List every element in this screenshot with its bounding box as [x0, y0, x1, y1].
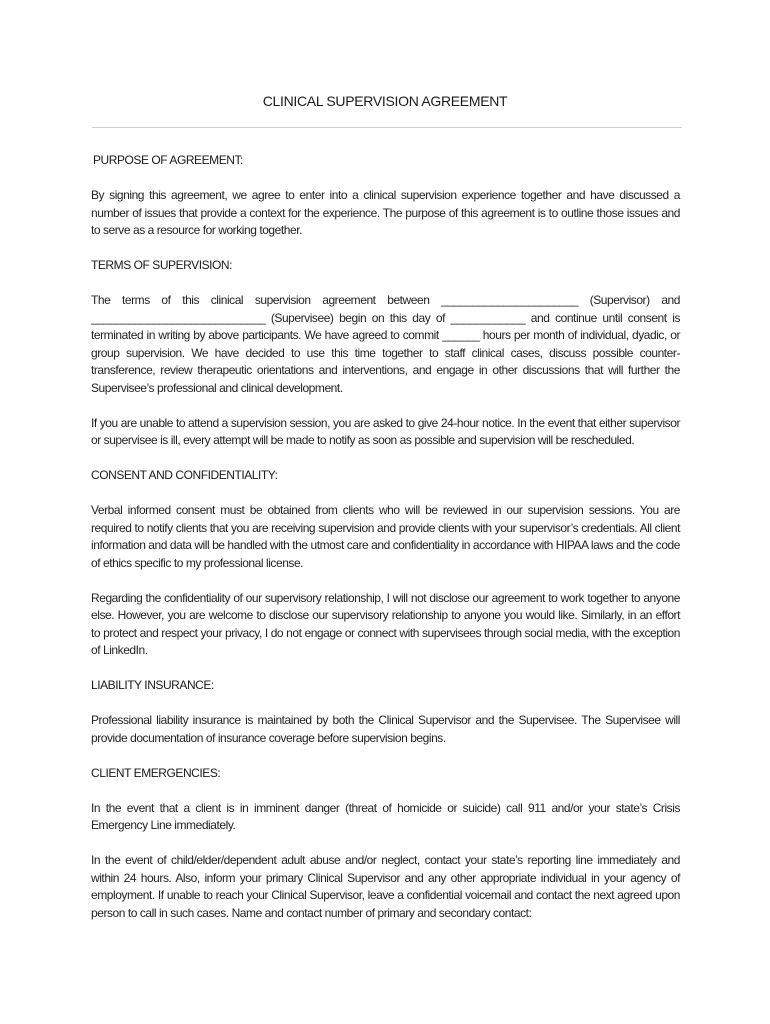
section-heading-consent: CONSENT AND CONFIDENTIALITY: — [91, 468, 278, 482]
section-heading-liability: LIABILITY INSURANCE: — [91, 678, 214, 692]
section-heading-terms: TERMS OF SUPERVISION: — [91, 258, 233, 272]
paragraph-abuse-reporting: In the event of child/elder/dependent adult abuse and/or neglect, contact your state’s reporting line immediately and within 24 hours. Also, inform your primary Clinical Supervisor and any other appropriate individual in your agency of employment. If unable to reach your Clinical Supervisor, leave a confidential voicemail and contact the next agreed upon person to call in such cases. Name and contact number of primary and secondary contact: — [91, 853, 680, 920]
document-body — [91, 152, 680, 922]
paragraph-confidentiality: Regarding the confidentiality of our supervisory relationship, I will not disclose our agreement to work together to anyone else. However, you are welcome to disclose our supervisory relationship to anyone you would like. Similarly, in an effort to protect and respect your privacy, I do not engage or connect with supervisees through social media, with the exception of LinkedIn. — [91, 590, 680, 657]
paragraph-imminent-danger: In the event that a client is in imminent danger (threat of homicide or suicide) call 911 and/or your state’s Crisis Emergency Line immediately. — [91, 800, 680, 832]
paragraph-consent: Verbal informed consent must be obtained from clients who will be reviewed in our supervision sessions. You are required to notify clients that you are receiving supervision and provide clients with your supervisor’s credentials. All client information and data will be handled with the utmost care and confidentiality in accordance with HIPAA laws and the code of ethics specific to my professional license. — [91, 503, 680, 570]
paragraph-liability: Professional liability insurance is maintained by both the Clinical Supervisor and the Supervisee. The Supervisee will provide documentation of insurance coverage before supervision begins. — [91, 713, 680, 745]
section-heading-emergencies: CLIENT EMERGENCIES: — [91, 765, 221, 780]
title-divider — [92, 127, 682, 128]
paragraph-purpose: By signing this agreement, we agree to enter into a clinical supervision experience together and have discussed a number of issues that provide a context for the experience. The purpose of this agreement is to outline those issues and to serve as a resource for working together. — [91, 188, 680, 237]
paragraph-attendance: If you are unable to attend a supervision session, you are asked to give 24-hour notice. In the event that either supervisor or supervisee is ill, every attempt will be made to notify as soon as possible and supervision will be rescheduled. — [91, 415, 680, 447]
section-heading-purpose: PURPOSE OF AGREEMENT: — [93, 153, 243, 167]
paragraph-terms: The terms of this clinical supervision agreement between ______________________ (Supervisor) and ____________________________ (Supervisee) begin on this day of ____________ and continue until consent is terminated in writing by above participants. We have agreed to commit ______ hours per month of individual, dyadic, or group supervision. We have decided to use this time together to staff clinical cases, discuss possible counter-transference, review therapeutic orientations and interventions, and engage in other discussions that will further the Supervisee’s professional and clinical development. — [91, 293, 680, 395]
document-title: CLINICAL SUPERVISION AGREEMENT — [262, 93, 508, 109]
